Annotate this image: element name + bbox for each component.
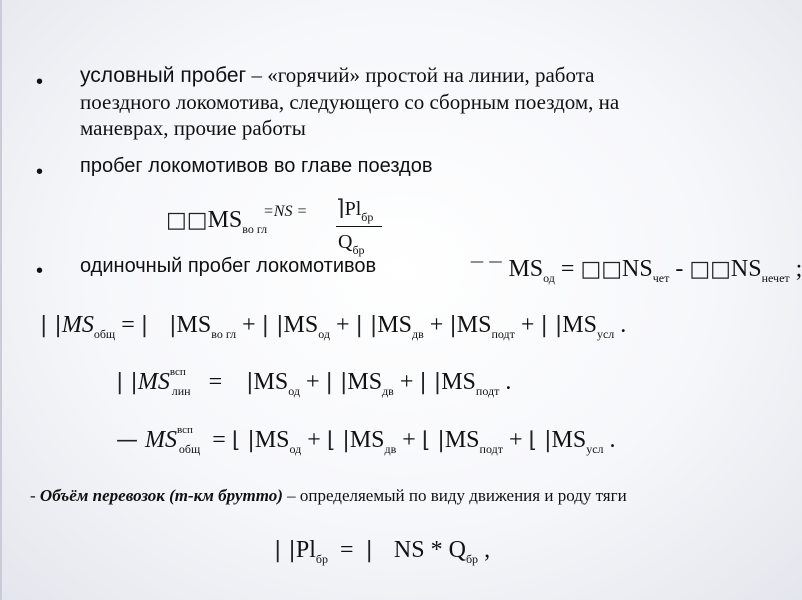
formula-p: P bbox=[344, 198, 356, 220]
formula-plus: + bbox=[306, 369, 320, 395]
note-dash: - bbox=[30, 486, 36, 505]
formula-symbol: | | bbox=[325, 370, 348, 395]
formula-head-run bbox=[166, 208, 267, 235]
formula-plus: + bbox=[307, 427, 321, 453]
formula-ns: NS bbox=[393, 537, 425, 563]
formula-symbol: ⌊ | bbox=[326, 428, 350, 453]
formula-plus: + bbox=[402, 427, 416, 453]
formula-ms: MS bbox=[176, 312, 212, 338]
formula-symbol: — bbox=[116, 428, 145, 453]
formula-total-aux-run bbox=[116, 425, 616, 455]
formula-subscript: бр bbox=[352, 243, 365, 257]
formula-subscript: нечет bbox=[761, 271, 790, 285]
formula-symbol: □□ bbox=[580, 257, 623, 282]
formula-plus: + bbox=[429, 312, 444, 338]
formula-superscript: всп bbox=[177, 424, 193, 436]
note-definition: – определяемый по виду движения и роду тяги bbox=[282, 486, 627, 505]
formula-ms: MS bbox=[508, 256, 544, 282]
formula-end: . bbox=[505, 369, 512, 395]
bullet-marker: • bbox=[36, 161, 44, 183]
formula-end: , bbox=[484, 537, 491, 563]
formula-l: l bbox=[309, 537, 316, 563]
formula-subscript: бр bbox=[361, 210, 374, 224]
formula-ms: MS bbox=[253, 369, 289, 395]
formula-ms: MS bbox=[444, 427, 480, 453]
formula-symbol: □□ bbox=[166, 208, 208, 233]
slide-edge bbox=[0, 0, 2, 600]
formula-symbol: | bbox=[449, 313, 457, 338]
formula-ms: MS bbox=[456, 312, 492, 338]
formula-subscript: лин bbox=[171, 384, 191, 398]
formula-head-run-eq: =NS = bbox=[263, 203, 308, 220]
formula-plus: + bbox=[242, 312, 256, 338]
formula-p: P bbox=[295, 537, 310, 563]
formula-symbol: | | bbox=[274, 538, 296, 563]
formula-ms: MS bbox=[283, 312, 319, 338]
definition-line-1: – «горячий» простой на линии, работа bbox=[246, 63, 595, 87]
definition-line-2: поездного локомотива, следующего со сборным поездом, на bbox=[80, 90, 620, 114]
bullet-text-head-run: пробег локомотивов во главе поездов bbox=[80, 155, 433, 177]
formula-equals: = bbox=[560, 256, 575, 282]
fraction-bar bbox=[336, 226, 382, 227]
formula-ms: MS bbox=[137, 369, 170, 395]
bullet-marker: • bbox=[36, 71, 44, 93]
formula-symbol: — — bbox=[470, 254, 503, 270]
formula-ms: MS bbox=[145, 427, 177, 453]
formula-subscript: дв bbox=[412, 327, 424, 341]
formula-symbol: | | bbox=[116, 370, 138, 395]
formula-subscript: од bbox=[289, 442, 302, 456]
definition-line-3: маневрах, прочие работы bbox=[80, 116, 306, 140]
formula-ms: MS bbox=[349, 427, 385, 453]
formula-symbol: | | bbox=[261, 313, 284, 338]
formula-symbol: | | bbox=[419, 370, 442, 395]
formula-l: l bbox=[355, 198, 362, 220]
formula-symbol: | bbox=[365, 538, 394, 563]
formula-plus: + bbox=[520, 312, 535, 338]
formula-subscript: од bbox=[543, 271, 555, 285]
formula-ns: NS bbox=[622, 256, 653, 282]
formula-plus: + bbox=[508, 427, 523, 453]
formula-freight-volume bbox=[274, 538, 490, 565]
formula-equals: = bbox=[121, 312, 135, 338]
formula-symbol: | | bbox=[40, 313, 62, 338]
term-conditional-run: условный пробег bbox=[80, 64, 247, 87]
formula-equals: = bbox=[339, 537, 354, 563]
formula-minus: - bbox=[675, 256, 684, 282]
bullet-marker: • bbox=[36, 260, 44, 282]
formula-symbol: | bbox=[246, 370, 254, 395]
bullet-text-conditional-run bbox=[80, 62, 619, 141]
formula-total-run bbox=[40, 313, 626, 340]
formula-subscript: дв bbox=[382, 384, 394, 398]
formula-ns: NS bbox=[730, 256, 762, 282]
formula-ms: MS bbox=[254, 427, 290, 453]
formula-symbol: ⌊ | bbox=[231, 428, 255, 453]
formula-subscript: во гл bbox=[211, 327, 237, 341]
formula-symbol: ⌉ bbox=[336, 196, 345, 221]
formula-end: ; bbox=[795, 256, 802, 282]
formula-q: Q bbox=[338, 231, 353, 253]
formula-ms: MS bbox=[562, 312, 597, 338]
formula-subscript: бр bbox=[315, 552, 328, 566]
formula-subscript: од bbox=[288, 384, 300, 398]
formula-symbol: | | bbox=[540, 313, 563, 338]
formula-end: . bbox=[609, 427, 616, 453]
bullet-text-single-run: одиночный пробег локомотивов bbox=[80, 255, 377, 277]
formula-equals: = bbox=[208, 369, 223, 395]
formula-symbol: ⌊ | bbox=[421, 428, 445, 453]
formula-subscript: подт bbox=[475, 384, 500, 398]
formula-symbol: □□ bbox=[689, 257, 731, 282]
formula-subscript: общ bbox=[178, 442, 201, 456]
formula-subscript: чет bbox=[652, 271, 670, 285]
formula-subscript: подт bbox=[479, 442, 503, 456]
formula-subscript: усл bbox=[596, 327, 615, 341]
formula-subscript: во гл bbox=[242, 222, 268, 236]
formula-plus: + bbox=[335, 312, 350, 338]
formula-times: * bbox=[430, 537, 443, 563]
formula-single-run bbox=[470, 255, 802, 284]
formula-subscript: од bbox=[318, 327, 330, 341]
formula-q: Q bbox=[448, 537, 466, 563]
formula-head-run-numerator bbox=[336, 198, 373, 223]
formula-subscript: бр bbox=[465, 552, 479, 566]
formula-ms: MS bbox=[441, 369, 476, 395]
formula-superscript: всп bbox=[169, 366, 186, 378]
formula-end: . bbox=[620, 312, 627, 338]
freight-volume-note bbox=[30, 486, 627, 506]
note-term: Объём перевозок (т-км брутто) bbox=[39, 486, 283, 505]
formula-ms: MS bbox=[377, 312, 413, 338]
formula-subscript: усл bbox=[586, 442, 604, 456]
formula-symbol: | | bbox=[140, 313, 177, 338]
formula-subscript: подт bbox=[491, 327, 515, 341]
formula-line-aux-run bbox=[116, 367, 511, 397]
formula-plus: + bbox=[399, 369, 414, 395]
formula-symbol: ⌊ | bbox=[528, 428, 552, 453]
formula-subscript: дв bbox=[384, 442, 397, 456]
formula-ms: MS bbox=[207, 207, 243, 233]
formula-ms: MS bbox=[61, 312, 94, 338]
formula-symbol: | | bbox=[355, 313, 378, 338]
formula-equals: = bbox=[212, 427, 226, 453]
formula-ms: MS bbox=[347, 369, 383, 395]
formula-ms: MS bbox=[551, 427, 587, 453]
formula-subscript: общ bbox=[93, 327, 116, 341]
